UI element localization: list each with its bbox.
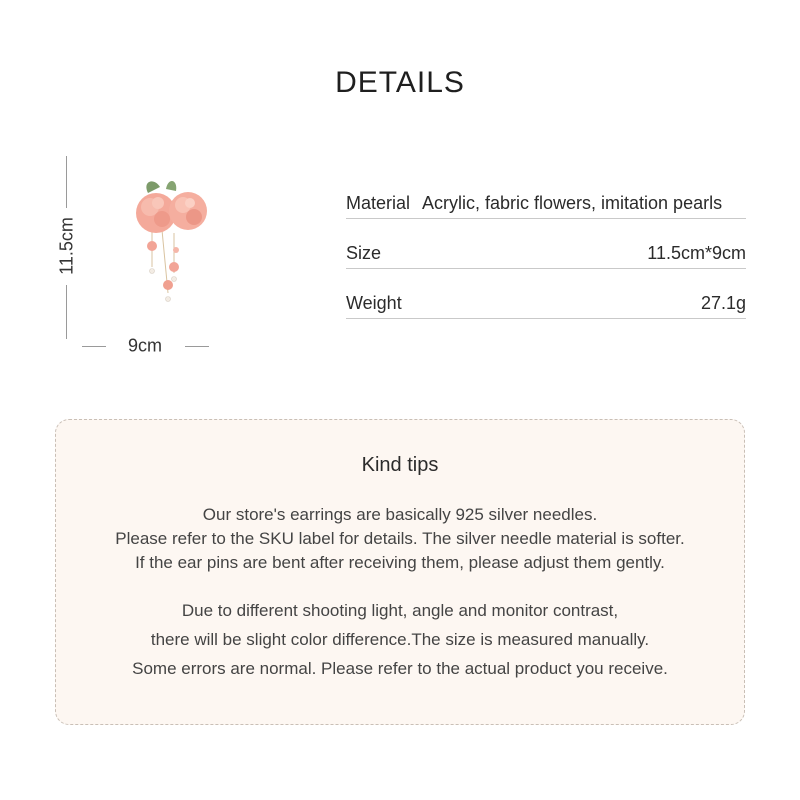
height-guide-line-bottom: [66, 285, 67, 339]
tip-line: If the ear pins are bent after receiving them, please adjust them gently.: [135, 553, 665, 572]
spec-value-material: Acrylic, fabric flowers, imitation pearls: [422, 193, 723, 213]
kind-tips-box: [55, 419, 745, 725]
spec-label-size: Size: [346, 243, 382, 263]
spec-value-weight: 27.1g: [700, 293, 746, 313]
spec-value-size: 11.5cm*9cm: [647, 243, 746, 263]
spec-row-weight: [346, 292, 746, 319]
width-guide-line-left: [82, 346, 106, 347]
tip-line: Some errors are normal. Please refer to the actual product you receive.: [132, 659, 668, 678]
width-guide-line-right: [185, 346, 209, 347]
tip-line: Please refer to the SKU label for details. The silver needle material is softer.: [115, 529, 685, 548]
kind-tips-title: Kind tips: [361, 454, 439, 476]
page-title: DETAILS: [335, 66, 465, 99]
spec-label-material: Material: [346, 193, 411, 213]
width-label: 9cm: [127, 335, 163, 356]
flower-earring-image: [128, 175, 218, 307]
tip-line: Our store's earrings are basically 925 silver needles.: [202, 505, 598, 524]
height-label: 11.5cm: [56, 217, 77, 275]
spec-row-size: [346, 242, 746, 269]
spec-row-material: [346, 192, 746, 219]
height-guide-line-top: [66, 156, 67, 208]
tip-line: Due to different shooting light, angle and monitor contrast,: [181, 601, 619, 620]
tip-line: there will be slight color difference.The size is measured manually.: [150, 630, 650, 649]
spec-label-weight: Weight: [346, 293, 402, 313]
